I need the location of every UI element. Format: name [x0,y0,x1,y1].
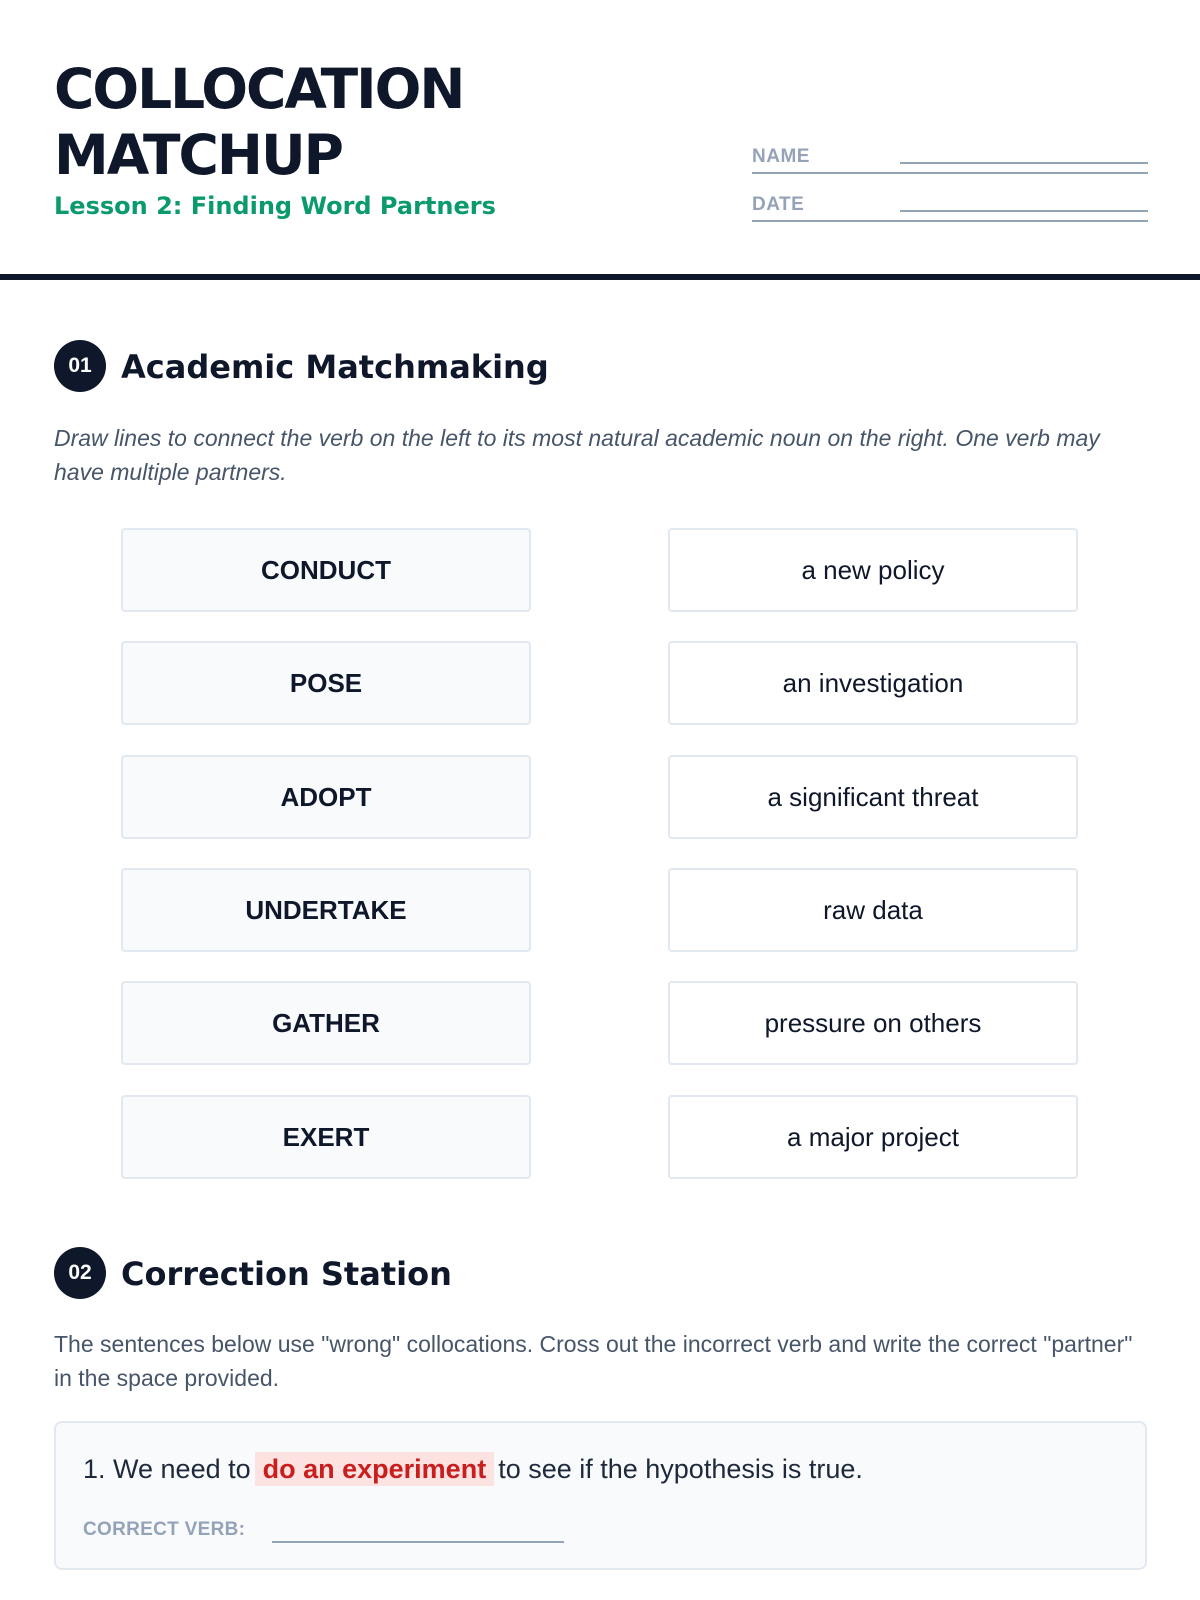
noun-box[interactable]: a new policy [668,528,1078,612]
correct-verb-label: CORRECT VERB: [83,1519,246,1540]
verb-box[interactable]: POSE [121,641,531,725]
name-label: NAME [752,146,810,167]
section-1-number-badge: 01 [54,340,106,392]
sentence-prefix: 1. We need to [83,1454,251,1484]
verb-box[interactable]: GATHER [121,981,531,1065]
section-2-instructions: The sentences below use "wrong" collocations. Cross out the incorrect verb and write the correct "partner" in the space provided. [54,1331,1133,1391]
noun-box[interactable]: a major project [668,1095,1078,1179]
correction-item-card [54,1421,1147,1570]
page-title [54,56,463,188]
sentence-suffix: to see if the hypothesis is true. [498,1454,863,1484]
name-field[interactable] [752,146,1148,174]
correction-sentence [83,1451,863,1487]
title-line-2: MATCHUP [54,123,342,187]
section-2-number-badge: 02 [54,1247,106,1299]
name-blank-line [900,162,1148,164]
date-blank-line [900,210,1148,212]
noun-box[interactable]: an investigation [668,641,1078,725]
lesson-subtitle: Lesson 2: Finding Word Partners [54,192,496,220]
verb-box[interactable]: EXERT [121,1095,531,1179]
noun-box[interactable]: pressure on others [668,981,1078,1065]
verb-box[interactable]: UNDERTAKE [121,868,531,952]
date-label: DATE [752,194,805,215]
verb-box[interactable]: CONDUCT [121,528,531,612]
worksheet-header [0,0,1200,280]
section-1-title: Academic Matchmaking [121,348,549,386]
section-2-title: Correction Station [121,1255,452,1293]
noun-box[interactable]: raw data [668,868,1078,952]
noun-box[interactable]: a significant threat [668,755,1078,839]
section-1-instructions: Draw lines to connect the verb on the left to its most natural academic noun on the right. One verb may have multiple partners. [54,425,1100,485]
date-field[interactable] [752,194,1148,222]
title-line-1: COLLOCATION [54,57,464,121]
correct-verb-answer-line[interactable] [272,1541,564,1543]
incorrect-collocation-highlight[interactable]: do an experiment [255,1452,495,1486]
verb-box[interactable]: ADOPT [121,755,531,839]
